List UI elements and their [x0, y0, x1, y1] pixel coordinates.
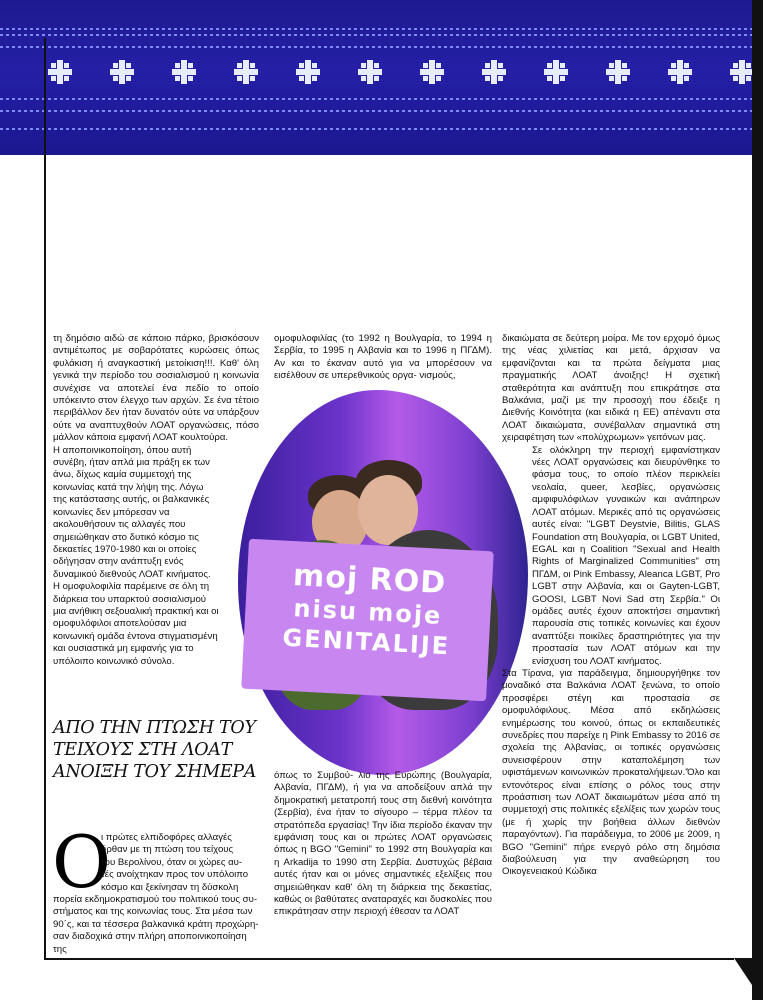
intro-line: του Βερολίνου, όταν οι χώρες αυ-	[101, 856, 243, 868]
column-2-bottom	[274, 770, 492, 919]
frame-left-rule	[44, 38, 46, 960]
banner-cross-motif	[110, 60, 134, 84]
column-3-paragraph: δικαιώματα σε δεύτερη μοίρα. Με τον ερχομό όμως της νέας χιλιετίας και μετά, άρχισαν να εμφανίζονται και τα πρώτα δείγματα μιας πραγματικής ΛΟΑΤ άνοιξης! Η σχετική σταθερότητα και ανάπτυξη που επικράτησε στα Βαλκάνια, μαζί με την προσοχή που έδειξε η Διεθνής Κοινότητα (και ειδικά η ΕΕ) απέναντι στα ΛΟΑΤ δικαιώματα, συνέβαλλαν σημαντικά στη χειραφέτηση των «πολύχρωμων» γειτόνων μας.	[502, 333, 720, 444]
banner-cross-motif	[730, 60, 754, 84]
intro-line: ι πρώτες ελπιδοφόρες αλλαγές	[101, 832, 232, 843]
banner-cross-motif	[420, 60, 444, 84]
banner-cross-motif	[296, 60, 320, 84]
banner-cross-motif	[606, 60, 630, 84]
frame-bottom-rule	[44, 958, 734, 960]
sign-text: moj ROD	[292, 558, 447, 602]
page-edge-bar	[752, 0, 763, 1000]
intro-paragraph	[53, 832, 259, 956]
banner-motifs	[0, 0, 763, 155]
banner-cross-motif	[48, 60, 72, 84]
column-3-paragraph: Στα Τίρανα, για παράδειγμα, δημιουργήθηκε τον μοναδικό στα Βαλκάνια ΛΟΑΤ ξενώνα, το οποίο προσφέρει στέγη και προστασία σε ομοφυλόφιλους. Μέσα από εκδηλώσεις ενημέρωσης του κοινού, όπως οι εκπαιδευτικές συνεδρίες που παρείχε η Pink Embassy το 2016 σε σχολεία της Αλβανίας, οι τοπικές οργανώσεις συνεισφέρουν στην καταπολέμηση των υφιστάμενων κοινωνικών προκαταλήψεων.'Όλο και εντονότερος είναι επίσης ο ρόλος τους στην προάσπιση των ΛΟΑΤ δικαιωμάτων μέσα από τη συμμετοχή στις πολιτικές εξελίξεις των χωρών τους (με ή χωρίς την βοήθεια άλλων διεθνών παραγόντων). Για παράδειγμα, το 2006 με 2009, η BGO "Gemini" πήρε ενεργό ρόλο στη δημόσια διαβούλευση για την αναθεώρηση του Οικογενειακού Κώδικα	[502, 667, 720, 878]
intro-line: ήρθαν με τη πτώση του τείχους	[101, 844, 234, 856]
column-2-paragraph: ομοφυλοφιλίας (το 1992 η Βουλγαρία, το 1994 η Σερβία, το 1995 η Αλβανία και το 1996 η ΠΓΔΜ). Αν και το έκαναν αυτό για να μπορέσουν να εισέλθουν σε υπερεθνικούς οργα- νισμούς,	[274, 333, 492, 382]
page-corner	[734, 958, 754, 988]
intro-line: στήματος και της κοινωνίας τους. Στα μέσα των	[53, 906, 253, 918]
intro-line: κόσμο και ξεκίνησαν τη δύσκολη	[101, 881, 239, 893]
section-heading: ΑΠΟ ΤΗΝ ΠΤΩΣΗ ΤΟΥ ΤΕΙΧΟΥΣ ΣΤΗ ΛΟΑΤ ΑΝΟΙΞΗ ΤΟΥ ΣΗΜΕΡΑ	[53, 718, 257, 782]
intro-line: 90΄ς, και τα τέσσερα βαλκανικά κράτη προχώρη-	[53, 918, 259, 930]
intro-line: τές ανοίχτηκαν προς τον υπόλοιπο	[101, 869, 249, 881]
intro-line: σαν διαδοχικά στην πλήρη αποποινικοποίηση της	[53, 931, 247, 955]
banner-cross-motif	[234, 60, 258, 84]
intro-line: πορεία εκδημοκρατισμού του πολιτικού τους συ-	[53, 894, 258, 906]
sign-text: nisu moje	[292, 594, 444, 630]
column-2-top	[274, 333, 492, 383]
banner-cross-motif	[544, 60, 568, 84]
woven-banner	[0, 0, 763, 155]
banner-cross-motif	[172, 60, 196, 84]
column-3-paragraph: Σε ολόκληρη την περιοχή εμφανίστηκαν νέες ΛΟΑΤ οργανώσεις και διευρύνθηκε το φάσμα τους, το οποίο πλέον περικλείει νεολαία, queer, λεσβίες, οργανώσεις αμφιφυλόφιλων γυναικών και ανάπηρων ΛΟΑΤ ατόμων. Μερικές από τις οργανώσεις αυτές είναι: "LGBT Deystvie, Bilitis, GLAS Foundation στη Βουλγαρία, οι LGBT United, EGAL και η Coalition "Sexual and Health Rights of Marginalized Communities" στη ΠΓΔΜ, οι Pink Embassy, Aleanca LGBT, Pro LGBT στην Αλβανία, και οι Gayten-LGBT, GOOSI, LGBT Novi Sad στη Σερβία." Οι ομάδες αυτές έχουν αποκτήσει σημαντική παρουσία στις τοπικές κοινωνίες και έχουν αναπτύξει ποικίλες δραστηριότητες για την προστασία των ΛΟΑΤ ατόμων και την ενίσχυση του ΛΟΑΤ κινήματος.	[532, 444, 720, 667]
column-1	[53, 333, 259, 668]
banner-cross-motif	[482, 60, 506, 84]
column-1-paragraph: Η αποποινικοποίηση, όπου αυτή συνέβη, ήταν απλά μια πράξη εκ των άνω, δίχως καμία συμμετοχή της κοινωνίας κατά την λήψη της. Λόγω της κατάστασης αυτής, οι βαλκανικές κοινωνίες δεν μπόρεσαν να ακολουθήσουν τις αλλαγές που σημειώθηκαν στο δυτικό κόσμο τις δεκαετίες 1970-1980 και οι οποίες οδήγησαν στην ανάπτυξη ενός δυναμικού διεθνούς ΛΟΑΤ κινήματος. Η ομοφυλοφιλία παρέμεινε σε όλη τη διάρκεια του υπαρκτού σοσιαλισμού μια ανήθικη σεξουαλική πρακτική και οι ομοφυλόφιλοι αποτελούσαν μια κοινωνική ομάδα έντονα στιγματισμένη και ουσιαστικά μη εμφανής για το υπόλοιπο κοινωνικό σύνολο.	[53, 444, 219, 667]
sign-text: GENITALIJE	[281, 623, 451, 661]
column-3	[502, 333, 720, 879]
column-1-paragraph: τη δημόσιο αιδώ σε κάποιο πάρκο, βρισκόσουν αντιμέτωπος με σοβαρότατες κυρώσεις όπως φυλάκιση ή αναγκαστική μετοίκιση!!!. Καθ' όλη γενικά την περίοδο του σοσιαλισμού η κοινωνία συνέχισε να αποτελεί ένα πεδίο το οποίο υπόκειντο στον έλεγχο των αρχών. Σε ένα τέτοιο περιβάλλον δεν ήταν δυνατόν ούτε να υπάρξουν ούτε να αναπτυχθούν ΛΟΑΤ οργανώσεις, πόσο μάλλον κάποια εμφανή ΛΟΑΤ κουλτούρα.	[53, 333, 259, 444]
protest-sign	[241, 539, 494, 702]
drop-cap: Ο	[52, 820, 112, 904]
column-2-paragraph: όπως το Συμβού- λιο της Ευρώπης (Βουλγαρία, Αλβανία, ΠΓΔΜ), ή για να αποδείξουν απλά την δημοκρατική μετατροπή τους στη διεθνή κοινότητα (Σερβία), ένα ήταν το σίγουρο – τέρμα πλέον τα στρατόπεδα εργασίας! Την ίδια περίοδο έκαναν την εμφάνιση τους και οι πρώτες ΛΟΑΤ οργανώσεις όπως η BGO "Gemini" το 1992 στη Βουλγαρία και η Arkadija το 1990 στη Σερβία. Δυστυχώς βέβαια αυτές ήταν και οι μόνες σημαντικές εξελίξεις που σημειώθηκαν καθ' όλη τη διάρκεια της δεκαετίας, καθώς οι βαθύτατες αναταραχές και δυσκολίες που επικράτησαν στην περιοχή έθεσαν τα ΛΟΑΤ	[274, 770, 492, 918]
banner-cross-motif	[358, 60, 382, 84]
banner-cross-motif	[668, 60, 692, 84]
